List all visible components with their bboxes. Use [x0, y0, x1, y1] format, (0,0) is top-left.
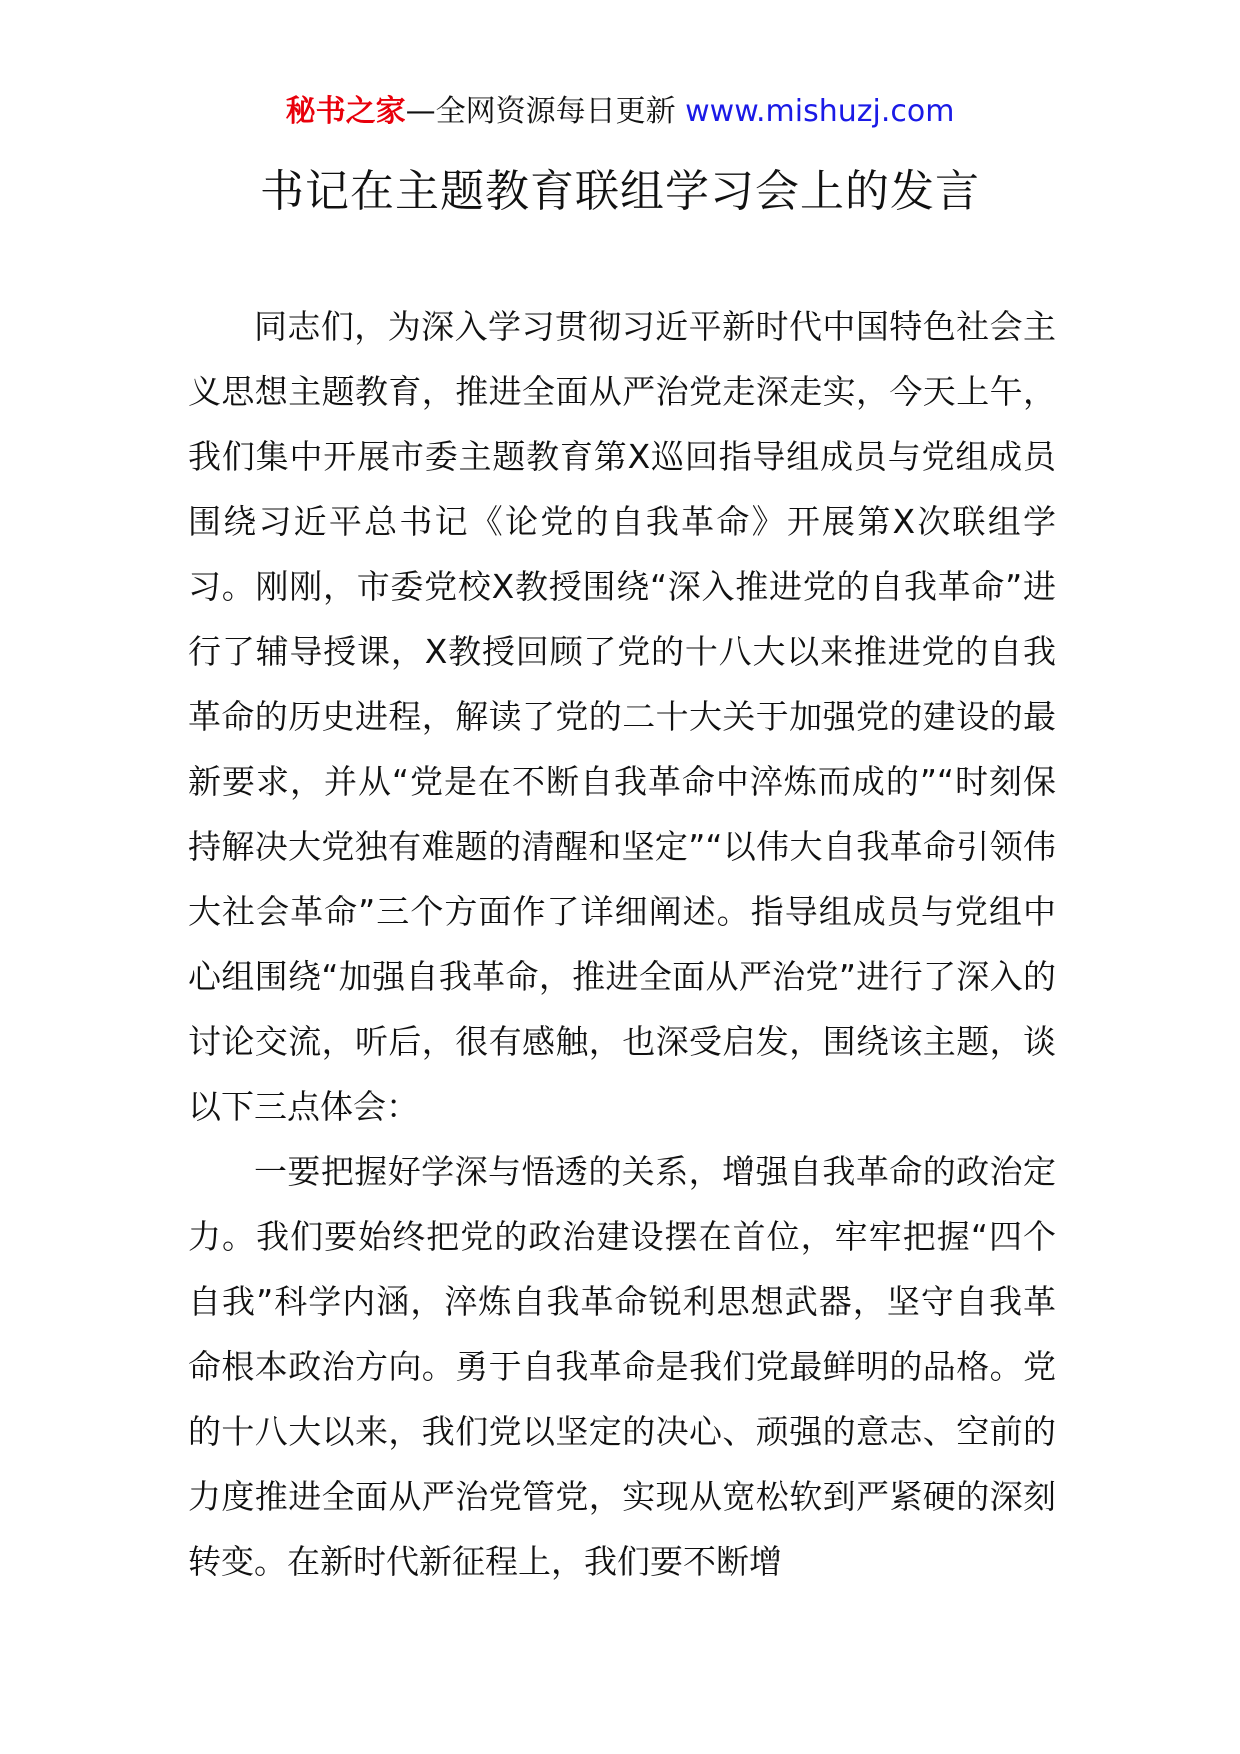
paragraph-intro: 同志们，为深入学习贯彻习近平新时代中国特色社会主义思想主题教育，推进全面从严治党走深走实，今天上午，我们集中开展市委主题教育第X巡回指导组成员与党组成员围绕习近平总书记《论党的自我革命》开展第X次联组学习。刚刚，市委党校X教授围绕“深入推进党的自我革命”进行了辅导授课，X教授回顾了党的十八大以来推进党的自我革命的历史进程，解读了党的二十大关于加强党的建设的最新要求，并从“党是在不断自我革命中淬炼而成的”“时刻保持解决大党独有难题的清醒和坚定”“以伟大自我革命引领伟大社会革命”三个方面作了详细阐述。指导组成员与党组中心组围绕“加强自我革命，推进全面从严治党”进行了深入的讨论交流，听后，很有感触，也深受启发，围绕该主题，谈以下三点体会： [188, 307, 1056, 1126]
paragraph-point-one: 一要把握好学深与悟透的关系，增强自我革命的政治定力。我们要始终把党的政治建设摆在首位，牢牢把握“四个自我”科学内涵，淬炼自我革命锐利思想武器，坚守自我革命根本政治方向。勇于自我革命是我们党最鲜明的品格。党的十八大以来，我们党以坚定的决心、顽强的意志、空前的力度推进全面从严治党管党，实现从宽松软到严紧硬的深刻转变。在新时代新征程上，我们要不断增 [188, 1152, 1056, 1581]
site-tagline: —全网资源每日更新 [405, 94, 676, 129]
document-title: 书记在主题教育联组学习会上的发言 [260, 166, 980, 217]
site-header [0, 92, 1240, 132]
document-body [188, 294, 1056, 1594]
site-brand: 秘书之家 [285, 94, 406, 129]
site-url-link[interactable]: www.mishuzj.com [685, 94, 955, 129]
